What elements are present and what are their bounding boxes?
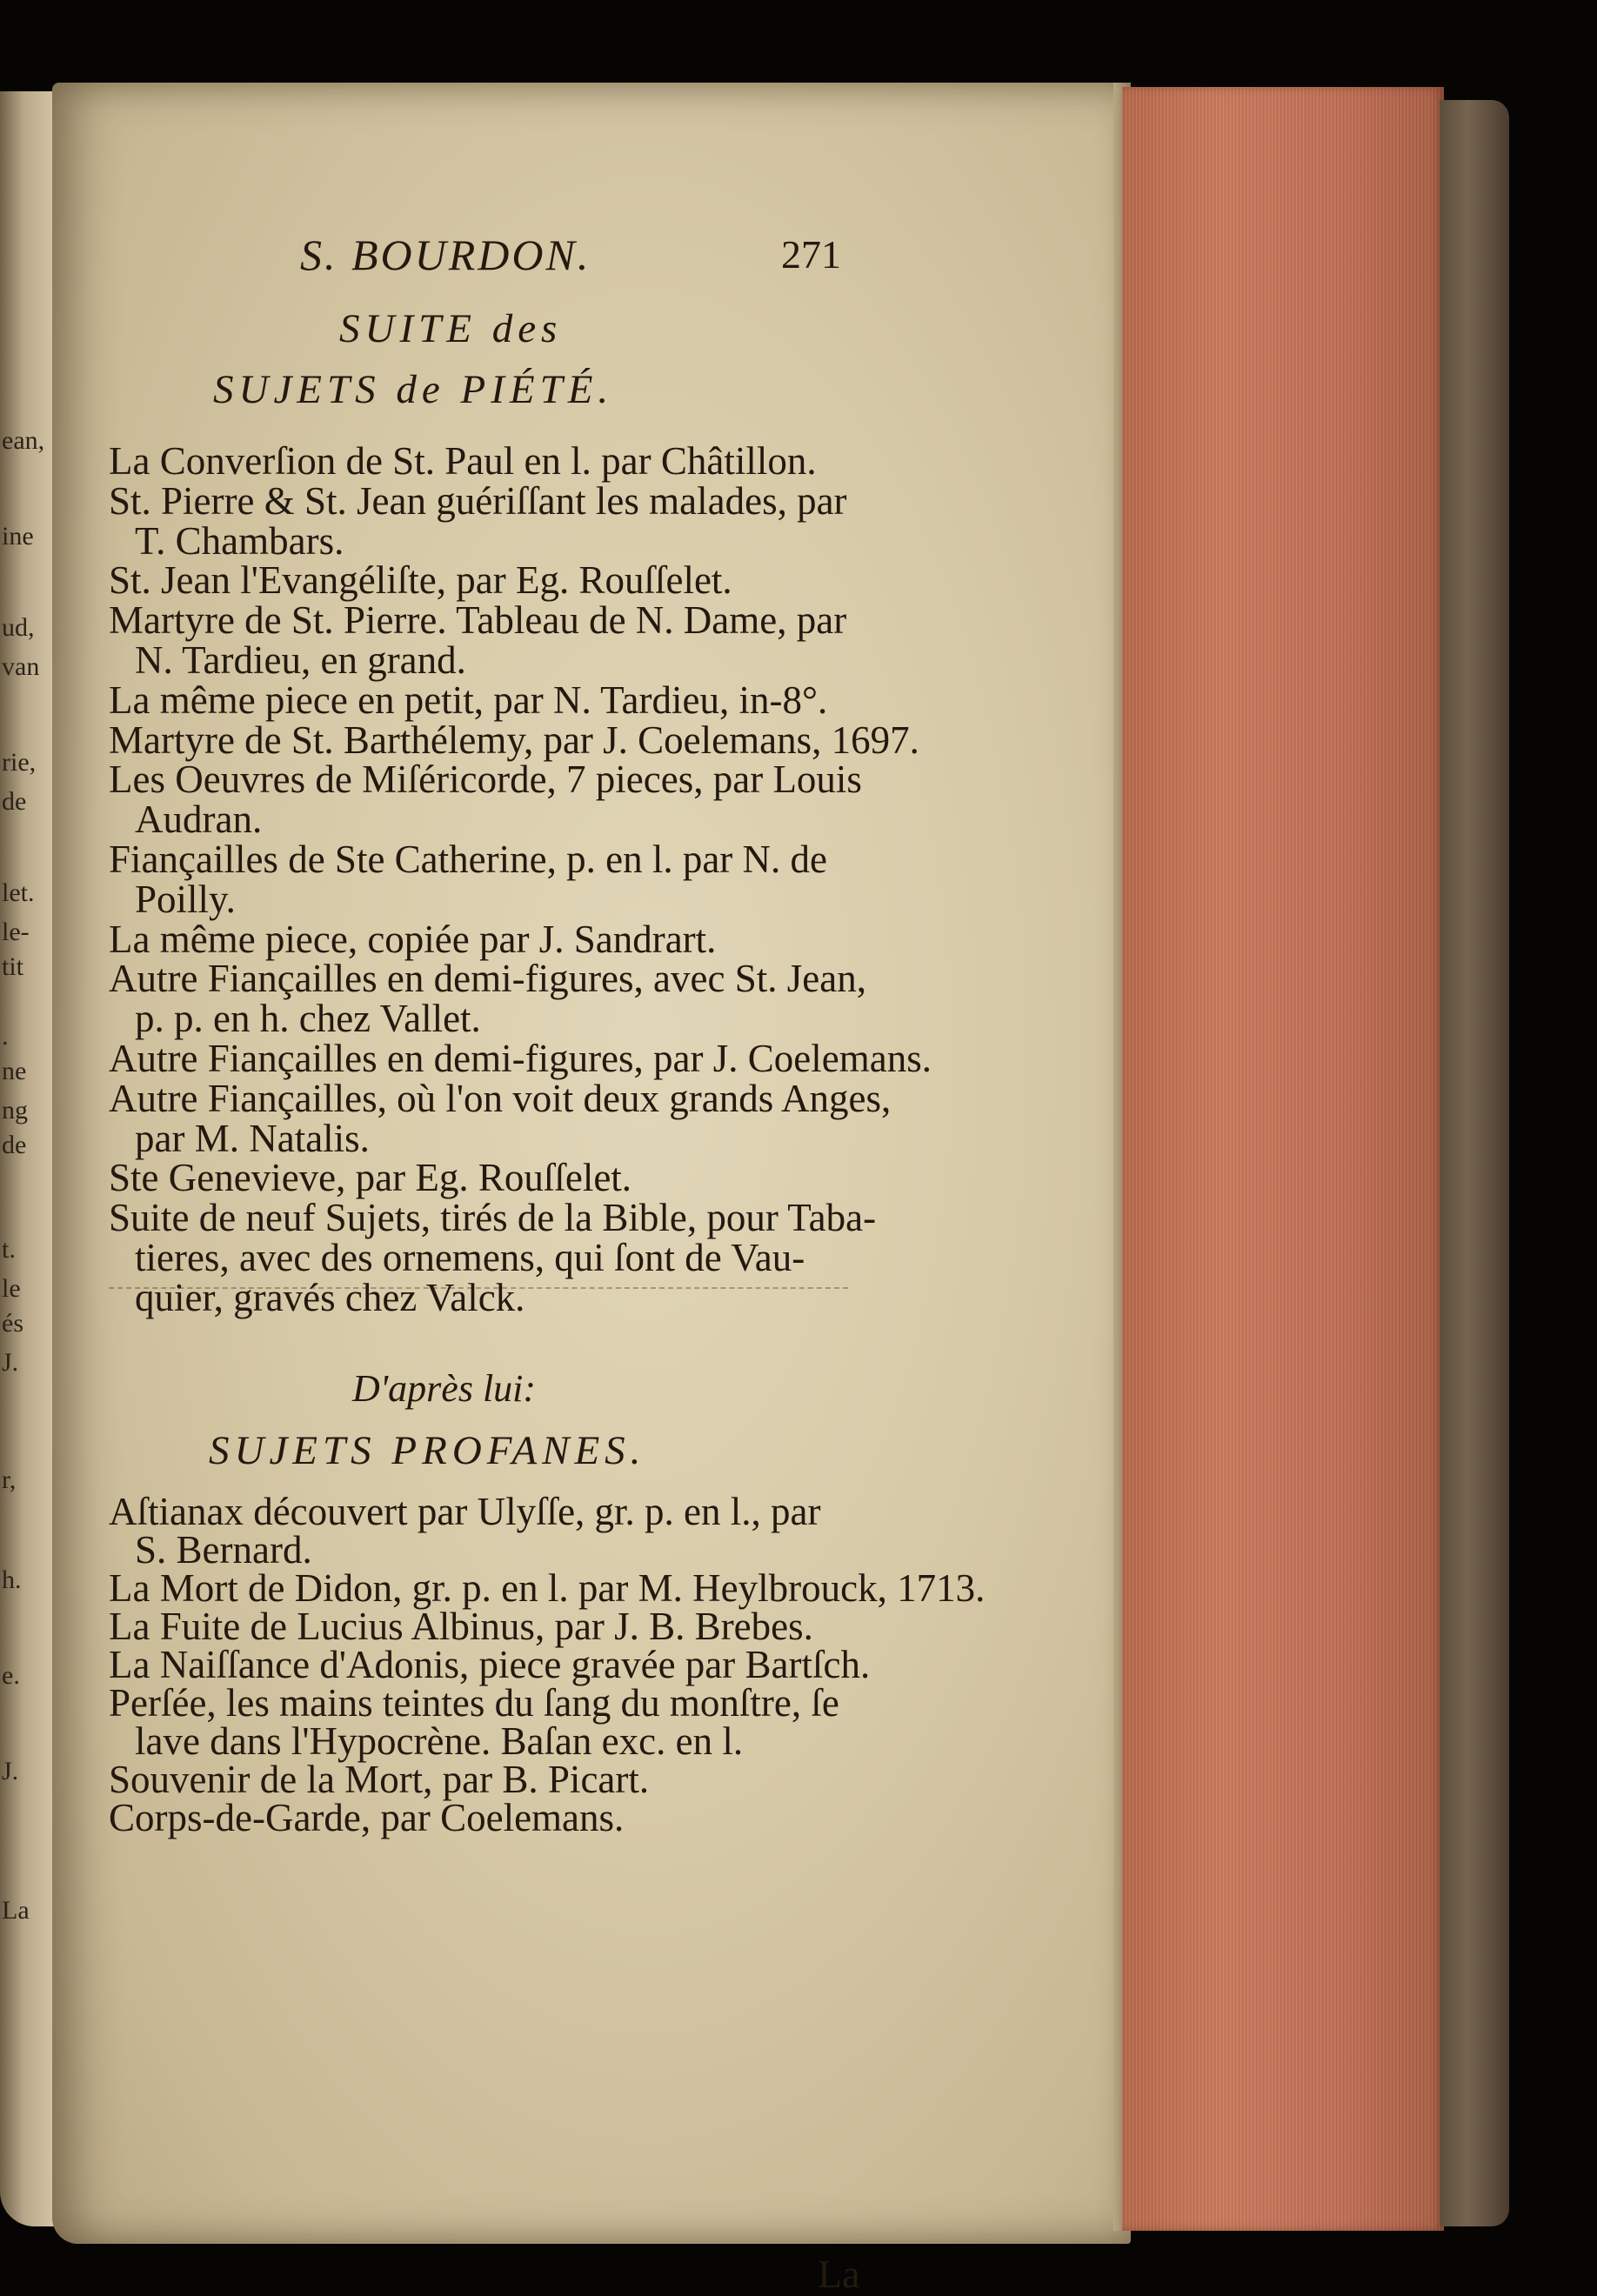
entry-line: La même piece en petit, par N. Tardieu, in-8°. xyxy=(109,678,828,722)
left-page-fragment: rie, xyxy=(2,748,37,777)
entry-line: Corps-de-Garde, par Coelemans. xyxy=(109,1796,625,1839)
entry-line: Suite de neuf Sujets, tirés de la Bible, pour Taba- xyxy=(109,1196,877,1239)
entry-line: St. Pierre & St. Jean guériſſant les malades, par xyxy=(109,479,847,523)
section-heading-line2: SUJETS de PIÉTÉ. xyxy=(213,367,614,412)
left-page-fragment: ean, xyxy=(2,426,45,455)
entry-line: Aſtianax découvert par Ulyſſe, gr. p. en l., par xyxy=(109,1490,821,1533)
left-page-fragment: La xyxy=(2,1896,30,1925)
left-page-fragment: . xyxy=(2,1022,9,1051)
left-page-fragment: le- xyxy=(2,918,30,946)
entry-line: quier, gravés chez Valck. xyxy=(135,1276,525,1319)
entry-line: tieres, avec des ornemens, qui ſont de Vau- xyxy=(135,1236,805,1279)
entry-line: La Fuite de Lucius Albinus, par J. B. Brebes. xyxy=(109,1605,813,1648)
entry-line: Souvenir de la Mort, par B. Picart. xyxy=(109,1758,650,1801)
entry-line: Martyre de St. Pierre. Tableau de N. Dame, par xyxy=(109,598,847,642)
entry-line: Autre Fiançailles, où l'on voit deux grands Anges, xyxy=(109,1077,892,1120)
entry-line: N. Tardieu, en grand. xyxy=(135,638,466,682)
left-page-fragment: r, xyxy=(2,1465,17,1494)
left-page-fragment: ng xyxy=(2,1096,28,1125)
left-page-fragment: le xyxy=(2,1274,21,1303)
entry-line: Les Oeuvres de Miſéricorde, 7 pieces, par Louis xyxy=(109,758,862,801)
entry-line: Ste Genevieve, par Eg. Rouſſelet. xyxy=(109,1156,632,1199)
left-page-fragment: h. xyxy=(2,1565,22,1594)
page-number: 271 xyxy=(781,232,841,277)
section-heading-line1: SUITE des xyxy=(339,306,563,351)
entry-line: Autre Fiançailles en demi-figures, avec St. Jean, xyxy=(109,957,866,1000)
left-page-fragment: ine xyxy=(2,522,34,551)
entry-line: La même piece, copiée par J. Sandrart. xyxy=(109,918,717,961)
entry-line: par M. Natalis. xyxy=(135,1117,370,1160)
entry-line: Autre Fiançailles en demi-figures, par J. Coelemans. xyxy=(109,1037,932,1080)
left-page-fragment: van xyxy=(2,652,40,681)
sub-heading: D'après lui: xyxy=(352,1367,537,1410)
left-page-fragment: ud, xyxy=(2,613,35,642)
left-page-fragment: e. xyxy=(2,1661,20,1690)
left-page-fragment: J. xyxy=(2,1348,19,1377)
left-page-fragment: J. xyxy=(2,1757,19,1785)
entry-line: Audran. xyxy=(135,798,263,841)
left-page-fragment: tit xyxy=(2,952,24,981)
entry-line: p. p. en h. chez Vallet. xyxy=(135,997,481,1040)
left-page-fragment: t. xyxy=(2,1235,16,1264)
entry-line: S. Bernard. xyxy=(135,1528,312,1572)
entry-line: St. Jean l'Evangéliſte, par Eg. Rouſſelet. xyxy=(109,558,732,602)
left-page-fragment: ne xyxy=(2,1057,27,1085)
entry-line: Poilly. xyxy=(135,878,236,921)
entry-line: Martyre de St. Barthélemy, par J. Coelemans, 1697. xyxy=(109,718,919,762)
entry-line: La Converſion de St. Paul en l. par Châtillon. xyxy=(109,439,817,483)
running-title: S. BOURDON. xyxy=(300,230,591,279)
left-page-fragment: és xyxy=(2,1309,23,1338)
catchword: La xyxy=(818,2252,860,2296)
entry-line: T. Chambars. xyxy=(135,519,344,563)
entry-line: lave dans l'Hypocrène. Baſan exc. en l. xyxy=(135,1719,744,1763)
entry-line: Perſée, les mains teintes du ſang du monſtre, ſe xyxy=(109,1681,839,1725)
entry-line: La Naiſſance d'Adonis, piece gravée par Bartſch. xyxy=(109,1643,871,1686)
left-page-fragment: de xyxy=(2,1131,27,1159)
left-page-fragment: de xyxy=(2,787,27,816)
entry-line: Fiançailles de Ste Catherine, p. en l. par N. de xyxy=(109,838,827,881)
left-page-fragment: let. xyxy=(2,878,35,907)
entry-line: La Mort de Didon, gr. p. en l. par M. Heylbrouck, 1713. xyxy=(109,1566,986,1610)
section-heading-profanes: SUJETS PROFANES. xyxy=(209,1428,646,1473)
